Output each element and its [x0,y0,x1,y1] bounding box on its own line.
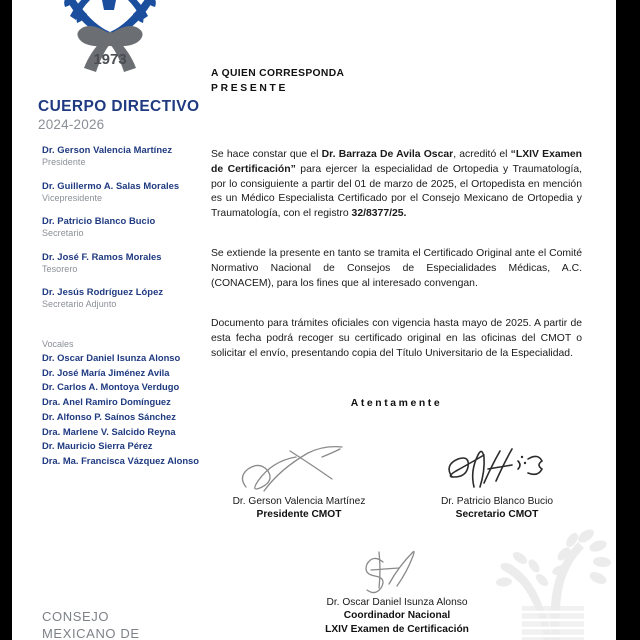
signature-block-president [209,443,389,522]
cuerpo-directivo-period: 2024-2026 [38,117,105,132]
handwritten-signature-icon [209,443,389,495]
footer-brand [42,608,140,640]
document-page [12,0,616,640]
officer-role: Tesorero [42,263,78,274]
logo-year-label: 1973 [93,51,127,68]
officer-item [42,251,212,275]
officer-name: Dr. Gerson Valencia Martínez [42,144,173,155]
vocal-name: Dr. Carlos A. Montoya Verdugo [42,381,180,393]
officer-name: Dr. José F. Ramos Morales [42,250,162,262]
officer-name: Dr. Jesús Rodríguez López [42,286,164,297]
vocal-name: Dra. Anel Ramiro Domínguez [42,396,171,408]
exam-title: “LXIV Examen de Certificación” [211,149,582,175]
cuerpo-directivo-heading: CUERPO DIRECTIVO [38,98,200,115]
paragraph-validity: Documento para trámites oficiales con vigencia hasta mayo de 2025. A partir de esta fecha podrá recoger su certificado original en las oficinas del CMOT o solicitar el envío, presentando copia del Título Universitario de la Especialidad. [211,318,582,359]
paragraph-conacem: Se extiende la presente en tanto se tramita el Certificado Original ante el Comité Normativo Nacional de Consejos de Especialidades Médicas, A.C. (CONACEM), para los fines que al interesado convengan. [211,248,582,289]
signature-role: Coordinador Nacional [343,610,451,622]
signature-name: Dr. Patricio Blanco Bucio [440,496,554,507]
closing-salutation: Atentamente [350,398,443,409]
paragraph-certification [211,148,582,222]
signature-block-secretary [407,443,587,522]
officer-role: Presidente [42,157,86,167]
addressee-line-2: PRESENTE [211,82,289,94]
officer-item [42,180,212,204]
officer-name: Dr. Patricio Blanco Bucio [42,215,156,226]
signature-role: Presidente CMOT [256,509,342,521]
footer-brand-line1: CONSEJO [42,609,110,624]
officer-name: Dr. Guillermo A. Salas Morales [42,179,180,191]
letter-body [202,0,616,640]
vocal-name: Dr. Mauricio Sierra Pérez [42,440,153,452]
cmot-laurel-emblem-icon [30,0,190,90]
signature-block-coordinator [307,548,487,636]
officer-role: Secretario Adjunto [42,299,117,309]
handwritten-signature-icon [307,548,487,596]
signature-name: Dr. Gerson Valencia Martínez [232,496,366,507]
signature-name: Dr. Oscar Daniel Isunza Alonso [326,597,468,608]
vocal-name: Dra. Marlene V. Salcido Reyna [42,425,176,437]
officer-role: Vicepresidente [42,192,103,203]
p1-part2: , acreditó el [453,149,511,160]
p1-part3: para ejercer la especialidad de Ortopedia y Traumatología, por lo consiguiente a partir del 01 de marzo de 2025, el Ortopedista en mención es un Médico Especialista Certificado por el Consejo Mexicano de Ortopedia y Traumatología, con el registro [211,163,582,220]
officer-item [42,215,212,239]
addressee-line-1: A QUIEN CORRESPONDA [211,68,345,79]
vocales-label: Vocales [42,339,74,349]
officer-role: Secretario [42,228,84,238]
officers-list [42,144,212,322]
vocal-name: Dr. Oscar Daniel Isunza Alonso [42,352,181,363]
footer-brand-line2: MEXICANO DE [42,626,140,640]
signature-role-secondary: LXIV Examen de Certificación [325,623,469,635]
addressee-block [211,67,344,96]
officer-item [42,286,212,310]
registration-number: 32/8377/25. [351,208,407,220]
sidebar [12,0,202,640]
vocales-list [42,339,217,469]
officer-item [42,144,212,168]
vocal-name: Dr. Alfonso P. Saínos Sánchez [42,410,176,422]
tree-emblem-watermark-icon [494,522,612,640]
vocal-name: Dr. José María Jiménez Avila [42,366,170,378]
signature-role: Secretario CMOT [455,509,539,521]
vocal-name: Dra. Ma. Francisca Vázquez Alonso [42,454,199,466]
handwritten-signature-icon [407,443,587,495]
p1-part1: Se hace constar que el [211,149,322,160]
certified-doctor-name: Dr. Barraza De Avila Oscar [321,149,454,160]
